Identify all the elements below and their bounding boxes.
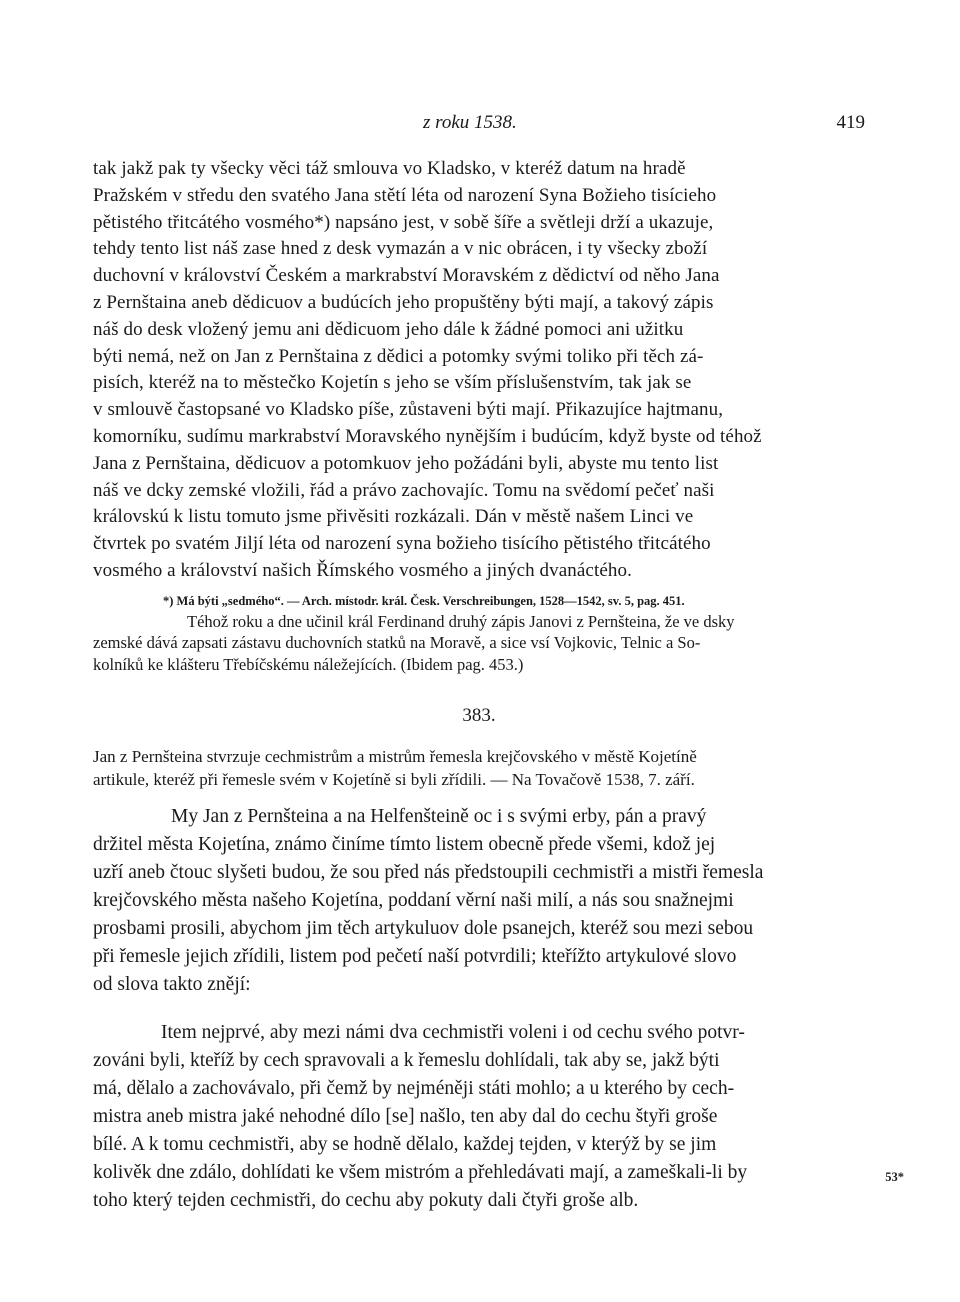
document-number: 383. [462,705,496,727]
main-paragraph-1: My Jan z Pernšteina a na Helfenšteině oc i s svými erby, pán a pravý držitel města Kojetína, známo činíme tímto listem obecně přede všemi, kdož jej uzří aneb čtouc slyšeti budou, že sou před nás předstoupili cechmistři a mistři řemesla krejčovského města našeho Kojetína, poddaní věrní naši milí, a nás sou snažnejmi prosbami prosili, abychom jim těch artykuluov dole psanejch, kteréž sou mezi sebou při řemesle jejich zřídili, listem pod pečetí naší potvrdili; kteřížto artykulové slovo od slova takto znějí: [93,806,764,996]
note-paragraph: Téhož roku a dne učinil král Ferdinand druhý zápis Janovi z Pernšteina, že ve dsky zemské dává zapsati zástavu duchovních statků na Moravě, a sice vsí Vojkovic, Telnic a So- kolníků ke klášteru Třebíčskému náležejících. (Ibidem pag. 453.) [93,611,735,674]
footnote: *) Má býti „sedmého“. — Arch. místodr. král. Česk. Verschreibungen, 1528—1542, sv. 5, pag. 451. [163,593,685,608]
page-number: 419 [836,112,865,133]
signature-mark: 53* [885,1170,904,1184]
body-text [93,156,865,1215]
page-header [93,112,865,138]
document-summary: Jan z Pernšteina stvrzuje cechmistrům a mistrům řemesla krejčovského v městě Kojetíně artikule, kteréž při řemesle svém v Kojetíně si byli zřídili. — Na Tovačově 1538, 7. září. [93,747,697,790]
continuation-paragraph: tak jakž pak ty všecky věci táž smlouva vo Kladsko, v kteréž datum na hradě Pražském v středu den svatého Jana stětí léta od narození Syna Božieho tisícieho pětistého třitcátého vosmého*) napsáno jest, v sobě šíře a světleji drží a ukazuje, tehdy tento list náš zase hned z desk vymazán a v nic obrácen, i ty všecky zboží duchovní v království Českém a markrabství Moravském z dědictví od něho Jana z Pernštaina aneb dědicuov a budúcích jeho propuštěny býti mají, a takový zápis náš do desk vložený jemu ani dědicuom jeho dále k žádné pomoci ani užitku býti nemá, než on Jan z Pernštaina z dědici a potomky svými toliko při těch zá- pisích, kteréž na to městečko Kojetín s jeho se vším příslušenstvím, tak jak se v smlouvě častopsané vo Kladsko píše, zůstaveni býti mají. Přikazujíce hajtmanu, komorníku, sudímu markrabství Moravského nynějším i budúcím, když byste od téhož Jana z Pernštaina, dědicuov a potomkuov jeho požádáni byli, abyste mu tento list náš ve dcky zemské vložili, řád a právo zachovajíc. Tomu na svědomí pečeť naši královskú k listu tomuto jsme přivěsiti rozkázali. Dán v městě našem Linci ve čtvrtek po svatém Jiljí léta od narození syna božieho tisícího pětistého třitcátého vosmého a království našich Římského vosmého a jiných dvanáctého. [93,158,762,581]
running-title: z roku 1538. [423,112,517,133]
page [93,112,865,1234]
main-paragraph-2: Item nejprvé, aby mezi námi dva cechmistři voleni i od cechu svého potvr- zováni byli, kteříž by cech spravovali a k řemeslu dohlídali, tak aby se, jakž býti má, dělalo a zachovávalo, při čemž by nejméněji státi mohlo; a u kterého by cech- mistra aneb mistra jaké nehodné dílo [se] našlo, ten aby dal do cechu štyři groše bílé. A k tomu cechmistři, aby se hodně dělalo, každej tejden, v kterýž by se jim kolivěk dne zdálo, dohlídati ke všem mistróm a přehledávati mají, a zameškali-li by toho který tejden cechmistři, do cechu aby pokuty dali čtyři groše alb. [93,1021,748,1211]
